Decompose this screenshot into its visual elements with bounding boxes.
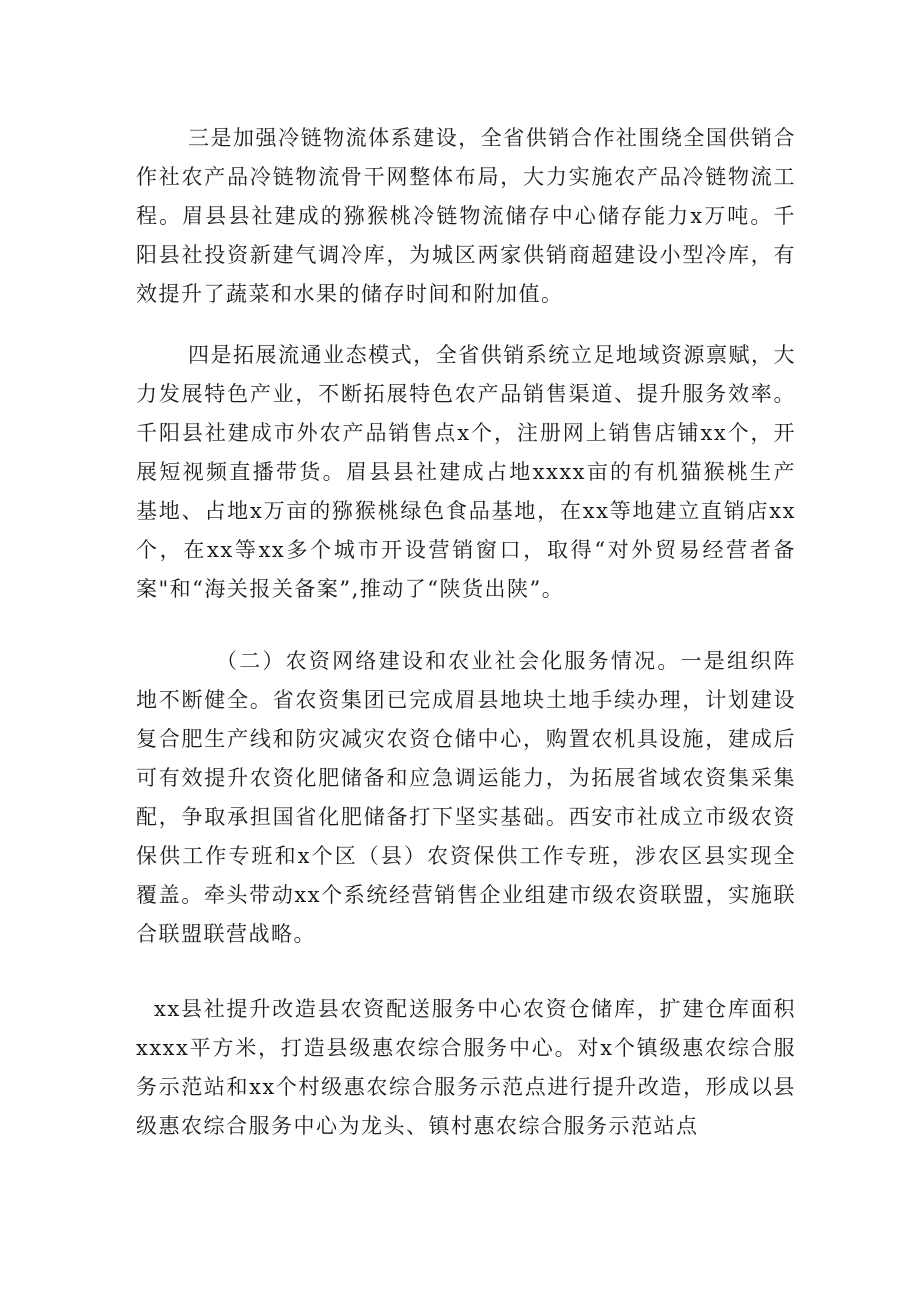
paragraph-cold-chain: 三是加强冷链物流体系建设，全省供销合作社围绕全国供销合作社农产品冷链物流骨干网整体布局，大力实施农产品冷链物流工程。眉县县社建成的猕猴桃冷链物流储存中心储存能力x万吨。千阳县社投资新建气调冷库，为城区两家供销商超建设小型冷库，有效提升了蔬菜和水果的储存时间和附加值。 xyxy=(136,126,796,306)
paragraph-county-service: xx县社提升改造县农资配送服务中心农资仓储库，扩建仓库面积xxxx平方米，打造县级惠农综合服务中心。对x个镇级惠农综合服务示范站和xx个村级惠农综合服务示范点进行提升改造，形成以县级惠农综合服务中心为龙头、镇村惠农综合服务示范站点 xyxy=(136,997,796,1138)
paragraph-circulation: 四是拓展流通业态模式，全省供销系统立足地域资源禀赋，大力发展特色产业，不断拓展特色农产品销售渠道、提升服务效率。千阳县社建成市外农产品销售点x个，注册网上销售店铺xx个，开展短视频直播带货。眉县县社建成占地xxxx亩的有机猫猴桃生产基地、占地x万亩的猕猴桃绿色食品基地，在xx等地建立直销店xx个，在xx等xx多个城市开设营销窗口，取得“对外贸易经营者备案"和“海关报关备案”,推动了“陕货出陕”。 xyxy=(136,343,796,601)
paragraph-agri-network: （二）农资网络建设和农业社会化服务情况。一是组织阵地不断健全。省农资集团已完成眉县地块土地手续办理，计划建设复合肥生产线和防灾减灾农资仓储中心，购置农机具设施，建成后可有效提升农资化肥储备和应急调运能力，为拓展省域农资集采集配，争取承担国省化肥储备打下坚实基础。西安市社成立市级农资保供工作专班和x个区（县）农资保供工作专班，涉农区县实现全覆盖。牵头带动xx个系统经营销售企业组建市级农资联盟，实施联合联盟联营战略。 xyxy=(136,649,796,946)
